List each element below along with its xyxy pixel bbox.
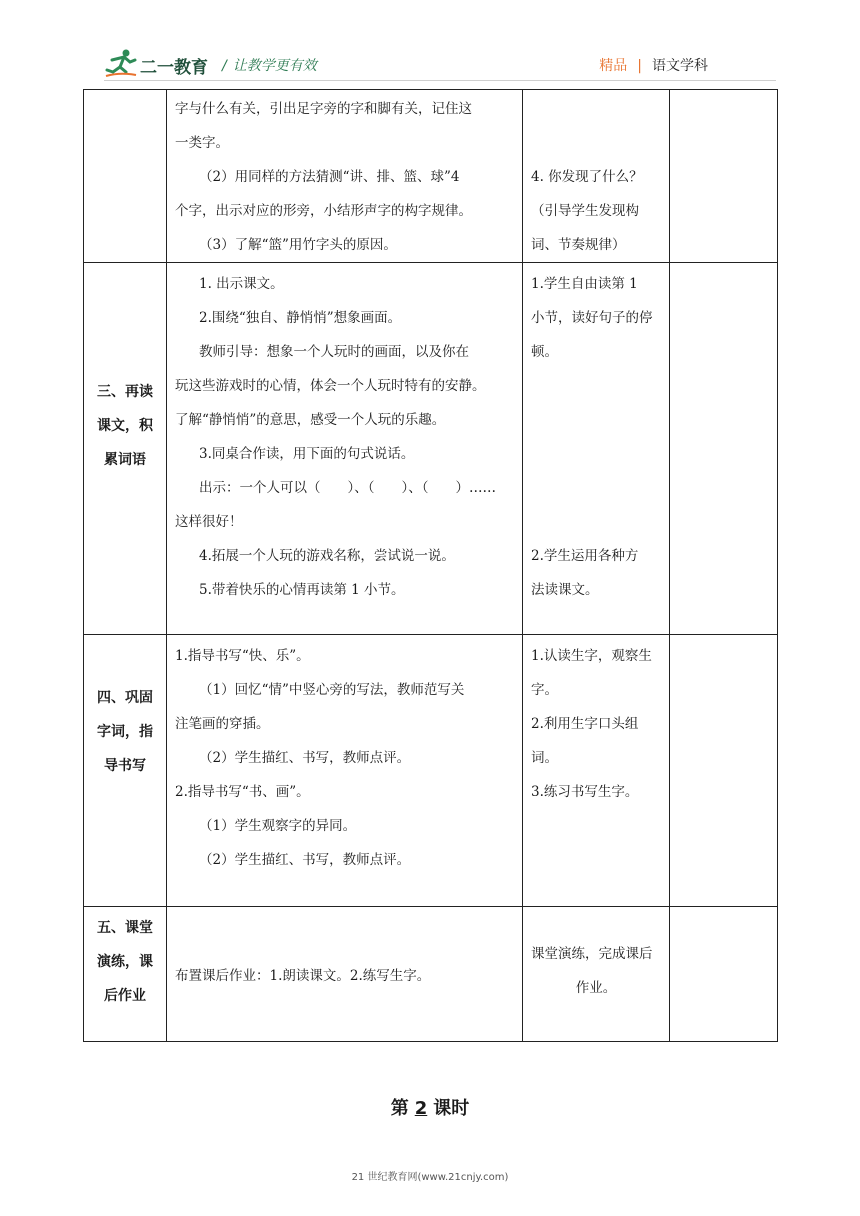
section-label: 五、课堂 bbox=[97, 920, 153, 936]
teacher-line: 教师引导：想象一个人玩时的画面，以及你在 bbox=[199, 344, 469, 360]
teacher-line: 1. 出示课文。 bbox=[199, 276, 284, 292]
brand-jingpin: 精品 bbox=[599, 58, 628, 74]
notes-cell bbox=[670, 635, 778, 907]
teacher-line: 2.围绕“独自、静悄悄”想象画面。 bbox=[199, 310, 402, 326]
student-line bbox=[523, 437, 669, 471]
student-line bbox=[523, 403, 669, 437]
table-row bbox=[84, 90, 778, 263]
teacher-line: 1.指导书写“快、乐”。 bbox=[175, 648, 310, 664]
student-line: 1.学生自由读第 1 bbox=[531, 276, 638, 292]
teacher-activity-cell bbox=[167, 635, 523, 907]
student-line bbox=[523, 369, 669, 403]
student-line bbox=[523, 92, 669, 126]
student-activity-cell bbox=[523, 263, 670, 635]
section-cell bbox=[84, 635, 167, 907]
student-line bbox=[523, 505, 669, 539]
section-cell bbox=[84, 263, 167, 635]
table-row bbox=[84, 907, 778, 1042]
teacher-line: 玩这些游戏时的心情，体会一个人玩时特有的安静。 bbox=[175, 378, 486, 394]
section-label: 三、再读 bbox=[97, 384, 153, 400]
section-label: 累词语 bbox=[104, 452, 146, 468]
notes-cell bbox=[670, 90, 778, 263]
student-line: 2.学生运用各种方 bbox=[531, 548, 639, 564]
student-line: 作业。 bbox=[575, 980, 617, 996]
title-prefix: 第 bbox=[390, 1098, 409, 1119]
logo-text: 二一教育 bbox=[140, 58, 208, 78]
teacher-line: 注笔画的穿插。 bbox=[175, 716, 270, 732]
teacher-line: 出示：一个人可以（ ）、（ ）、（ ）…… bbox=[199, 480, 496, 496]
student-line bbox=[523, 471, 669, 505]
teacher-line: （2）学生描红、书写，教师点评。 bbox=[199, 852, 411, 868]
brand-separator: | bbox=[637, 58, 642, 74]
slogan-slash: / bbox=[222, 58, 227, 74]
table-row bbox=[84, 263, 778, 635]
teacher-line: 一类字。 bbox=[175, 135, 229, 151]
footer-site: 21 世纪教育网(www.21cnjy.com) bbox=[351, 1172, 509, 1183]
section-label: 导书写 bbox=[104, 758, 146, 774]
lesson-period-title bbox=[0, 1094, 860, 1120]
student-line: （引导学生发现构 bbox=[531, 203, 639, 219]
teacher-activity-cell bbox=[167, 263, 523, 635]
teacher-line: 了解“静悄悄”的意思，感受一个人玩的乐趣。 bbox=[175, 412, 446, 428]
student-line: 3.练习书写生字。 bbox=[531, 784, 639, 800]
lesson-plan-table bbox=[83, 89, 778, 1042]
slogan-text: 让教学更有效 bbox=[232, 58, 317, 74]
section-label: 课文，积 bbox=[97, 418, 153, 434]
student-line: 词。 bbox=[531, 750, 558, 766]
page-header bbox=[0, 0, 860, 88]
title-number: 2 bbox=[414, 1098, 428, 1119]
section-label: 后作业 bbox=[104, 988, 146, 1004]
header-divider bbox=[104, 80, 776, 81]
teacher-activity-cell bbox=[167, 907, 523, 1042]
title-suffix: 课时 bbox=[433, 1098, 470, 1119]
teacher-line: 2.指导书写“书、画”。 bbox=[175, 784, 310, 800]
student-activity-cell bbox=[523, 907, 670, 1042]
student-line bbox=[523, 126, 669, 160]
student-activity-cell bbox=[523, 90, 670, 263]
teacher-line: （1）学生观察字的异同。 bbox=[199, 818, 357, 834]
teacher-line: （3）了解“篮”用竹字头的原因。 bbox=[199, 237, 397, 253]
teacher-line: 3.同桌合作读，用下面的句式说话。 bbox=[199, 446, 415, 462]
student-line: 小节，读好句子的停 bbox=[531, 310, 653, 326]
section-label: 字词，指 bbox=[97, 724, 153, 740]
notes-cell bbox=[670, 907, 778, 1042]
teacher-line: （1）回忆“情”中竖心旁的写法，教师范写关 bbox=[199, 682, 465, 698]
section-label: 四、巩固 bbox=[97, 690, 153, 706]
student-activity-cell bbox=[523, 635, 670, 907]
section-cell bbox=[84, 907, 167, 1042]
teacher-line: （2）用同样的方法猜测“讲、排、篮、球”4 bbox=[199, 169, 460, 185]
student-line: 2.利用生字口头组 bbox=[531, 716, 639, 732]
student-line: 4. 你发现了什么？ bbox=[531, 169, 643, 185]
teacher-activity-cell bbox=[167, 90, 523, 263]
notes-cell bbox=[670, 263, 778, 635]
teacher-line: （2）学生描红、书写，教师点评。 bbox=[199, 750, 411, 766]
table-row bbox=[84, 635, 778, 907]
running-man-logo-icon bbox=[104, 48, 138, 78]
student-line: 1.认读生字，观察生 bbox=[531, 648, 652, 664]
section-cell bbox=[84, 90, 167, 263]
student-line: 词、节奏规律） bbox=[531, 237, 626, 253]
student-line: 顿。 bbox=[531, 344, 558, 360]
student-line: 法读课文。 bbox=[531, 582, 599, 598]
teacher-line: 个字，出示对应的形旁，小结形声字的构字规律。 bbox=[175, 203, 472, 219]
student-line: 课堂演练，完成课后 bbox=[531, 946, 653, 962]
teacher-line: 字与什么有关，引出足字旁的字和脚有关，记住这 bbox=[175, 101, 472, 117]
slogan bbox=[222, 55, 317, 75]
teacher-line: 布置课后作业：1.朗读课文。2.练写生字。 bbox=[175, 968, 431, 984]
section-label: 演练，课 bbox=[97, 954, 153, 970]
student-line: 字。 bbox=[531, 682, 558, 698]
brand-subject: 语文学科 bbox=[652, 58, 708, 74]
brand-label bbox=[599, 55, 708, 75]
teacher-line: 这样很好！ bbox=[175, 514, 243, 530]
teacher-line: 5.带着快乐的心情再读第 1 小节。 bbox=[199, 582, 405, 598]
teacher-line: 4.拓展一个人玩的游戏名称，尝试说一说。 bbox=[199, 548, 455, 564]
